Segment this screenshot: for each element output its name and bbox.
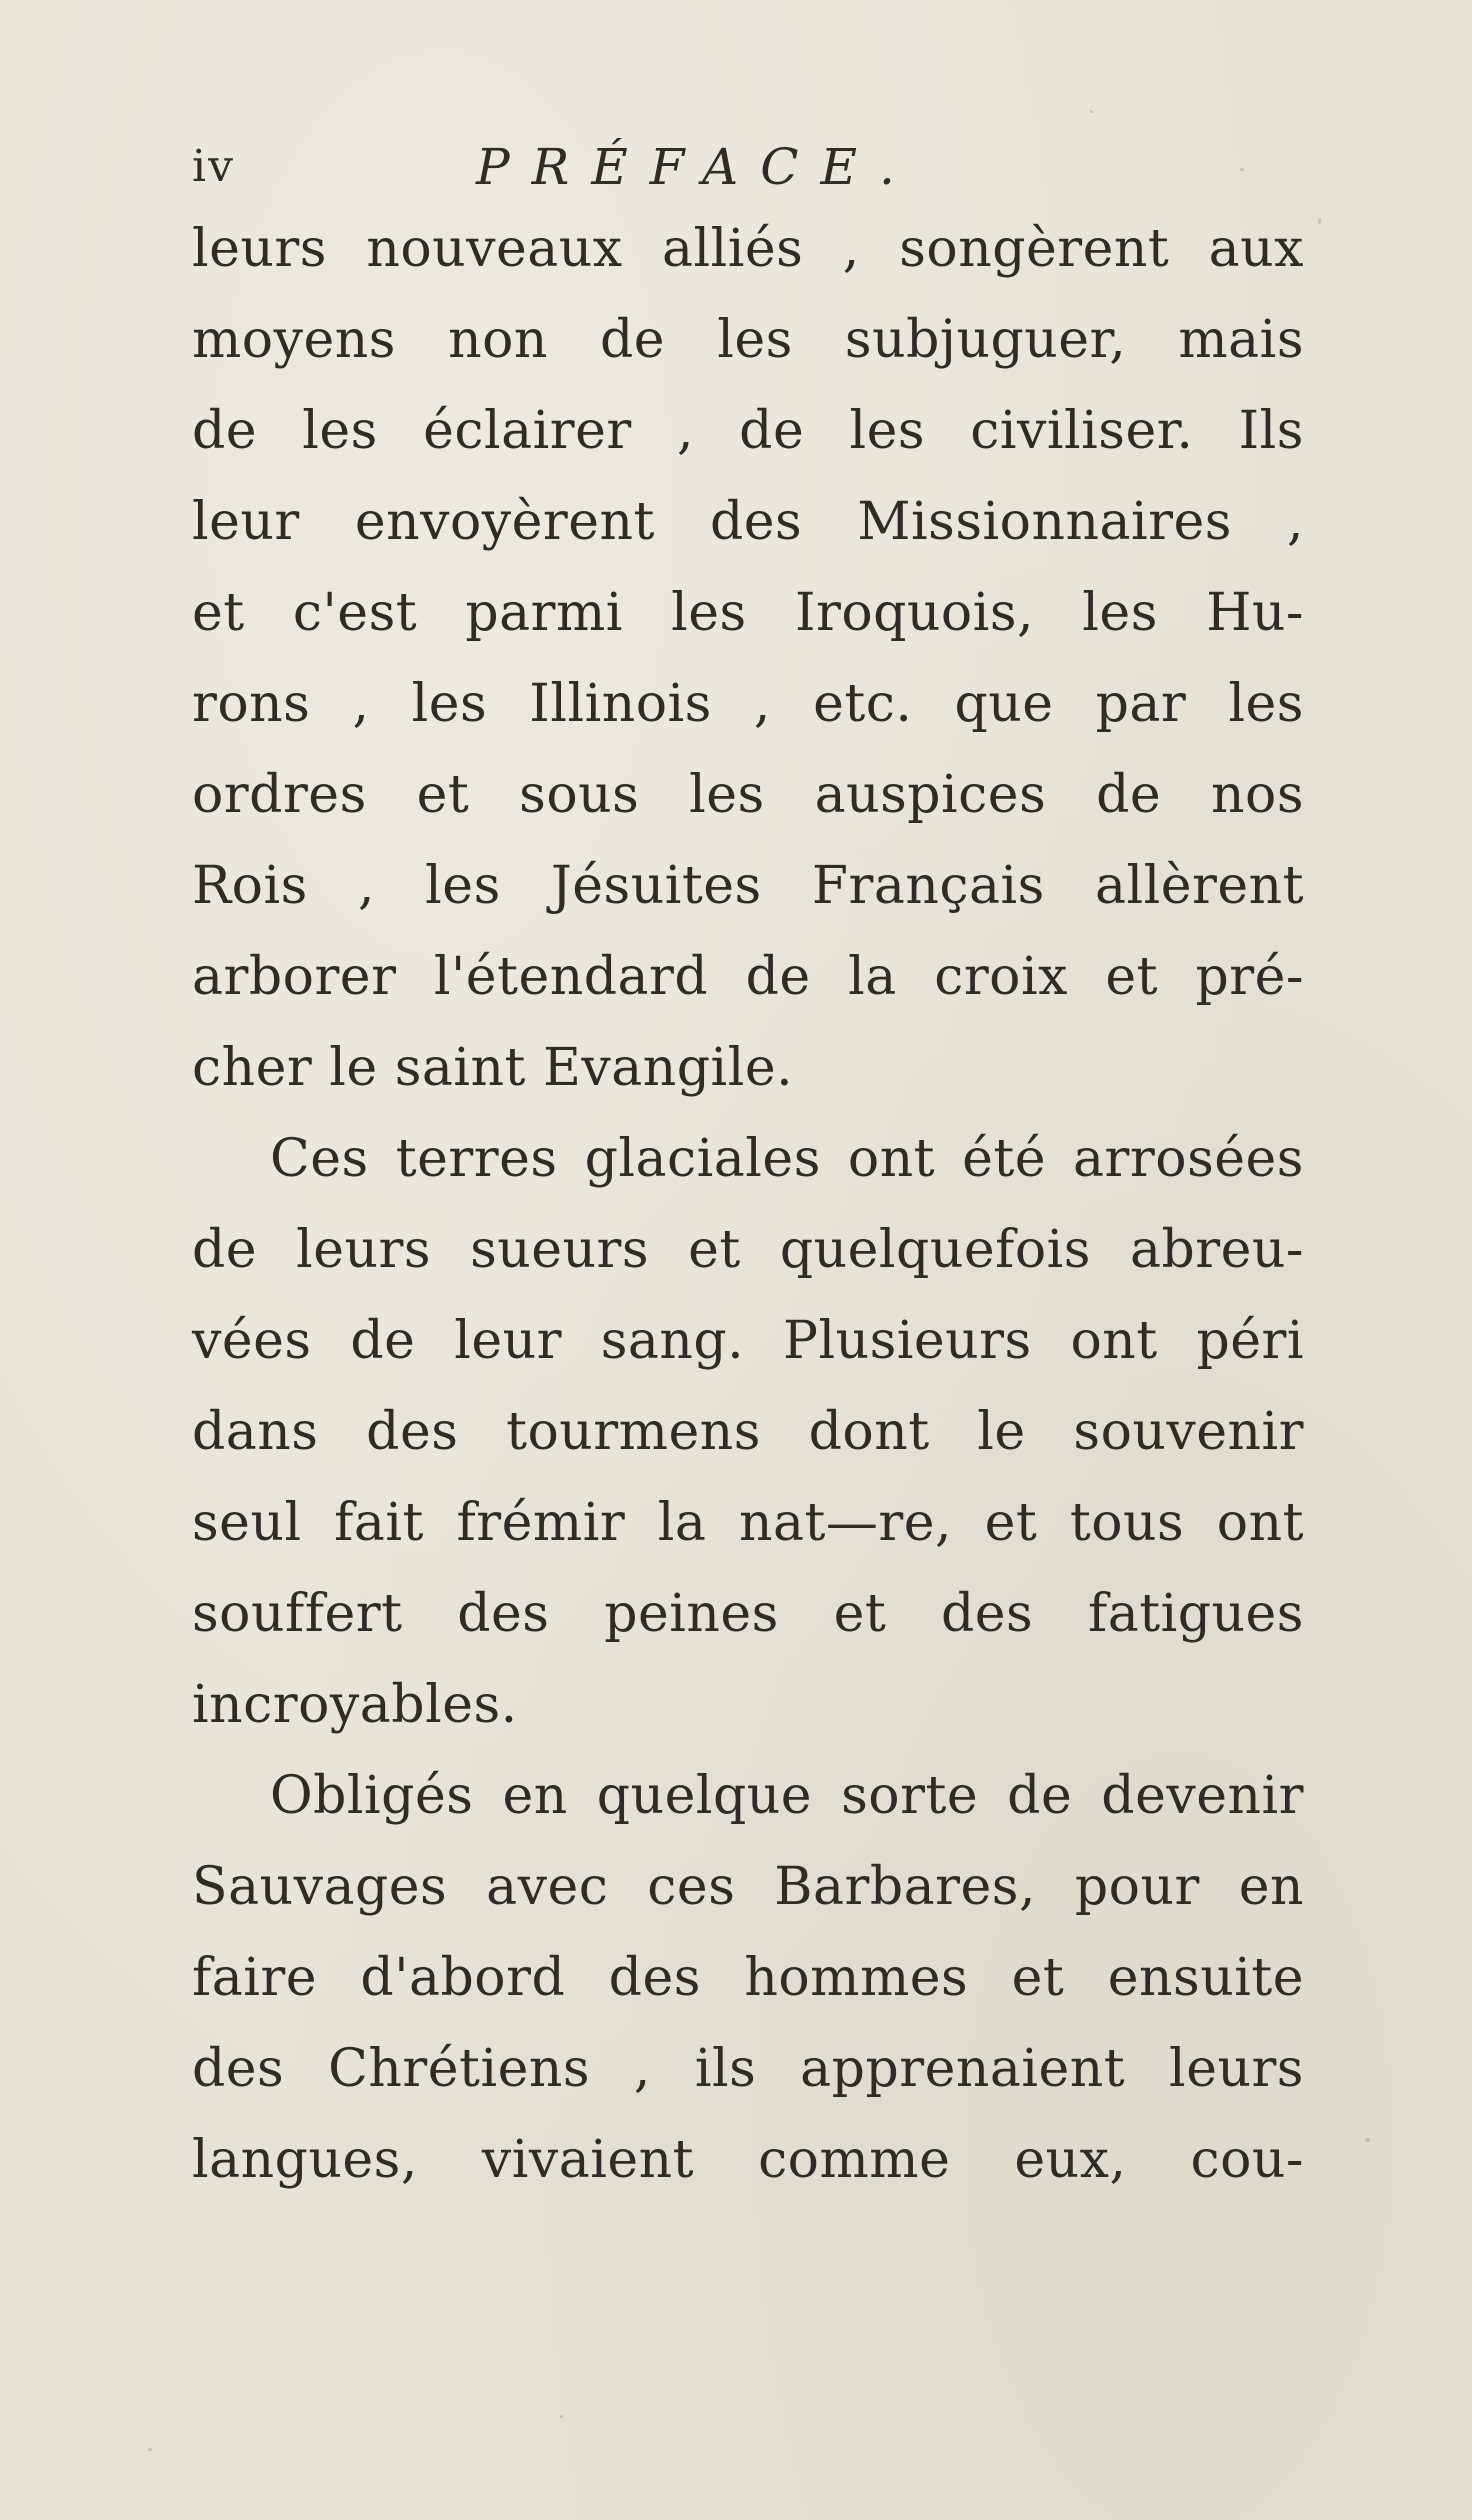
text-line: langues, vivaient comme eux, cou- — [192, 2130, 1304, 2190]
text-line: arborer l'étendard de la croix et pré- — [192, 947, 1304, 1007]
text-line: leur envoyèrent des Missionnaires , — [192, 492, 1304, 552]
text-line: incroyables. — [192, 1675, 518, 1735]
text-line: Sauvages avec ces Barbares, pour en — [192, 1857, 1304, 1917]
paper-speck — [1318, 218, 1321, 224]
page-number: iv — [192, 141, 235, 192]
text-line: moyens non de les subjuguer, mais — [192, 310, 1304, 370]
paper-speck — [1240, 168, 1244, 171]
text-line: des Chrétiens , ils apprenaient leurs — [192, 2039, 1304, 2099]
text-line: leurs nouveaux alliés , songèrent aux — [192, 219, 1304, 279]
text-line: seul fait frémir la nat—re, et tous ont — [192, 1493, 1304, 1553]
paper-speck — [1090, 110, 1093, 113]
text-line: ordres et sous les auspices de nos — [192, 765, 1304, 825]
running-title: PRÉFACE. — [476, 138, 917, 196]
page-header — [192, 132, 1292, 202]
paper-speck — [560, 2415, 563, 2418]
text-line: de les éclairer , de les civiliser. Ils — [192, 401, 1304, 461]
text-line: faire d'abord des hommes et ensuite — [192, 1948, 1304, 2008]
paper-speck — [148, 2448, 152, 2451]
text-line: et c'est parmi les Iroquois, les Hu- — [192, 583, 1304, 643]
body-text — [192, 204, 1304, 2206]
text-line: cher le saint Evangile. — [192, 1038, 794, 1098]
text-line: dans des tourmens dont le souvenir — [192, 1402, 1304, 1462]
text-line: souffert des peines et des fatigues — [192, 1584, 1304, 1644]
paragraph-start-line: Ces terres glaciales ont été arrosées — [270, 1129, 1304, 1189]
text-line: de leurs sueurs et quelquefois abreu- — [192, 1220, 1304, 1280]
paper-speck — [1365, 2138, 1370, 2142]
text-line: vées de leur sang. Plusieurs ont péri — [192, 1311, 1304, 1371]
text-line: Rois , les Jésuites Français allèrent — [192, 856, 1304, 916]
paragraph-start-line: Obligés en quelque sorte de devenir — [270, 1766, 1304, 1826]
text-line: rons , les Illinois , etc. que par les — [192, 674, 1304, 734]
